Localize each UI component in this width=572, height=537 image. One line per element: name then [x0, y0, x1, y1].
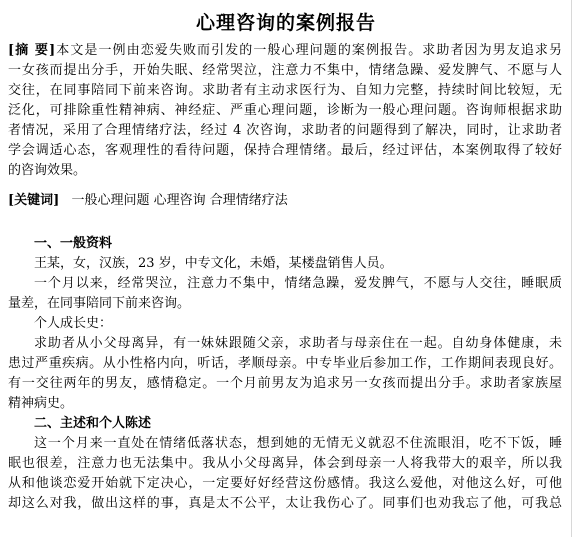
abstract-line: 泛化，可排除重性精神病、神经症、严重心理问题，诊断为一般心理问题。咨询师根据求助 — [8, 103, 562, 118]
paragraph-line: 这一个月来一直处在情绪低落状态，想到她的无情无义就忍不住流眼泪，吃不下饭，睡 — [34, 436, 562, 451]
paragraph-line: 精神病史。 — [8, 396, 74, 411]
paragraph-line: 求助者从小父母离异，有一妹妹跟随父亲，求助者与母亲住在一起。自幼身体健康，未 — [34, 336, 562, 351]
paragraph-line: 从和他谈恋爱开始就下定决心，一定要好好经营这份感情。我这么爱他，对他这么好，可他 — [8, 476, 562, 491]
abstract-line: [摘 要]本文是一例由恋爱失败而引发的一般心理问题的案例报告。求助者因为男友追求另 — [8, 43, 562, 58]
section-heading: 二、主述和个人陈述 — [34, 416, 152, 431]
paragraph-line: 有一交往两年的男友，感情稳定。一个月前男友为追求另一女孩而提出分手。求助者家族屋 — [8, 376, 562, 391]
section-general-info — [8, 234, 562, 414]
keywords-text: 一般心理问题 心理咨询 合理情绪疗法 — [71, 193, 288, 208]
paragraph-line: 眠也很差，注意力也无法集中。我从小父母离异，体会到母亲一人将我带大的艰辛，所以我 — [8, 456, 562, 471]
abstract-label: [摘 要] — [8, 43, 56, 58]
paragraph-line: 却这么对我，做出这样的事，真是太不公平，太让我伤心了。同事们也劝我忘了他，可我总 — [8, 496, 562, 511]
paragraph-line: 王某，女，汉族，23 岁，中专文化，未婚，某楼盘销售人员。 — [34, 256, 393, 271]
abstract-line: 者情况，采用了合理情绪疗法，经过 4 次咨询，求助者的问题得到了解决，同时，让求助者 — [8, 123, 562, 138]
document-title: 心理咨询的案例报告 — [195, 12, 376, 34]
section-heading: 一、一般资料 — [34, 236, 113, 251]
abstract-section — [8, 41, 562, 181]
growth-history-label: 个人成长史： — [34, 316, 113, 331]
abstract-line: 学会调适心态，客观理性的看待问题，保持合理情绪。最后，经过评估，本案例取得了较好 — [8, 143, 562, 158]
keywords-section — [8, 191, 562, 211]
paragraph-line: 患过严重疾病。从小性格内向，听话，孝顺母亲。中专毕业后参加工作，工作期间表现良好。 — [8, 356, 562, 371]
keywords-label: [关键词] — [8, 193, 60, 208]
section-complaint — [8, 414, 562, 514]
abstract-line: 的咨询效果。 — [8, 163, 87, 178]
paragraph-line: 一个月以来，经常哭泣，注意力不集中，情绪急躁，爱发脾气，不愿与人交往，睡眠质 — [34, 276, 562, 291]
abstract-line: 一女孩而提出分手，开始失眠、经常哭泣，注意力不集中，情绪急躁、爱发脾气、不愿与人 — [8, 63, 562, 78]
abstract-line: 交往，在同事陪同下前来咨询。求助者有主动求医行为、自知力完整，持续时间比较短，无 — [8, 83, 562, 98]
paragraph-line: 量差，在同事陪同下前来咨询。 — [8, 296, 191, 311]
